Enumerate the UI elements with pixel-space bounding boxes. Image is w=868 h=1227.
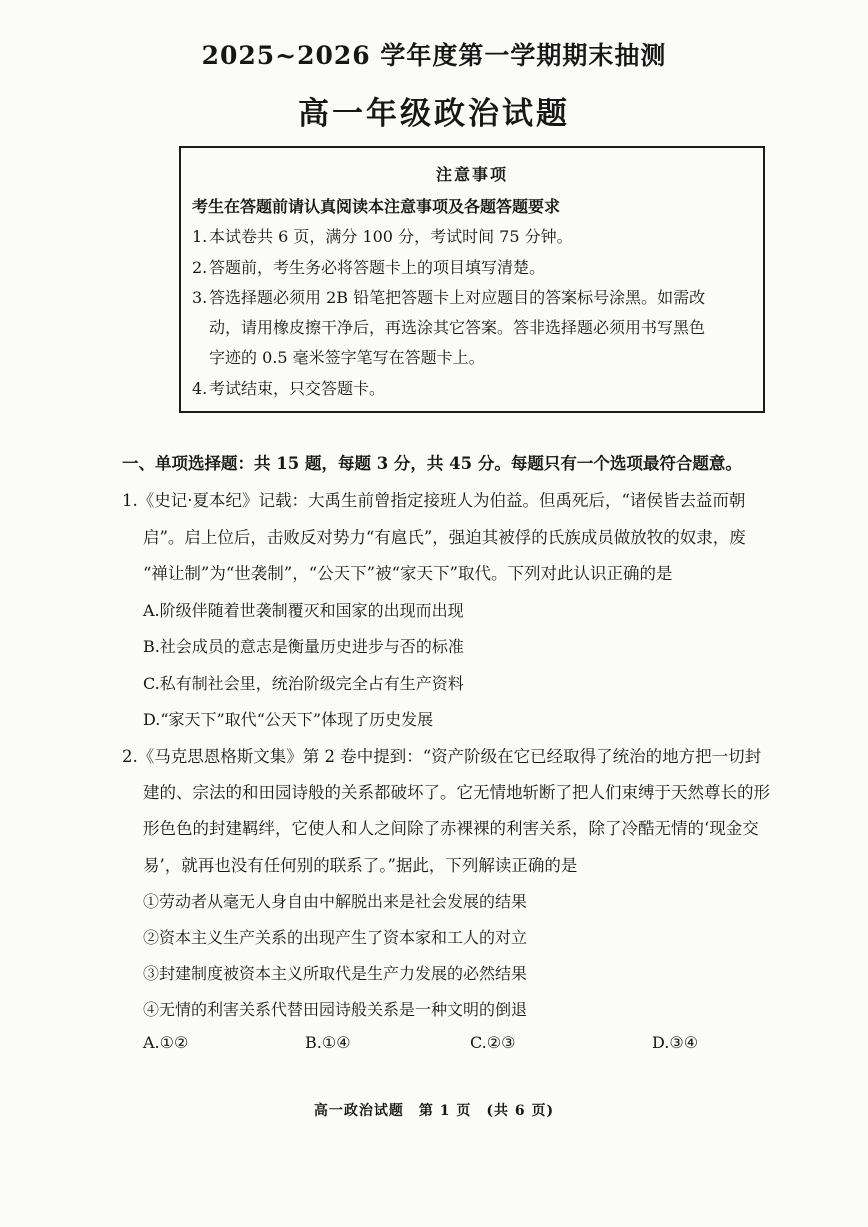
notice-heading: 注意事项 bbox=[435, 165, 508, 184]
question-1-option-c: C.私有制社会里，统治阶级完全占有生产资料 bbox=[143, 674, 464, 693]
question-2-statement-2: ②资本主义生产关系的出现产生了资本家和工人的对立 bbox=[143, 928, 528, 947]
notice-item-3 bbox=[192, 283, 758, 373]
notice-item-text: 答题前，考生务必将答题卡上的项目填写清楚。 bbox=[209, 258, 546, 277]
notice-item-text: 考试结束，只交答题卡。 bbox=[209, 379, 386, 398]
notice-item-4 bbox=[192, 374, 758, 404]
notice-item-number: 2. bbox=[192, 258, 208, 277]
question-1-option-d: D.“家天下”取代“公天下”体现了历史发展 bbox=[143, 710, 434, 729]
question-1-stem-line: “禅让制”为“世袭制”，“公天下”被“家天下”取代。下列对此认识正确的是 bbox=[143, 564, 673, 583]
question-2-option-b: B.①④ bbox=[305, 1033, 351, 1052]
notice-item-1 bbox=[192, 222, 758, 252]
question-2-option-c: C.②③ bbox=[470, 1033, 516, 1052]
notice-intro: 考生在答题前请认真阅读本注意事项及各题答题要求 bbox=[192, 197, 561, 216]
notice-item-number: 4. bbox=[192, 379, 208, 398]
notice-item-number: 1. bbox=[192, 227, 208, 246]
notice-item-text: 字迹的 0.5 毫米签字笔写在答题卡上。 bbox=[209, 348, 485, 367]
question-2-option-d: D.③④ bbox=[652, 1033, 699, 1052]
question-2-statement-1: ①劳动者从毫无人身自由中解脱出来是社会发展的结果 bbox=[143, 892, 528, 911]
question-2-option-a: A.①② bbox=[143, 1033, 189, 1052]
notice-item-text: 动，请用橡皮擦干净后，再选涂其它答案。答非选择题必须用书写黑色 bbox=[209, 318, 706, 337]
question-1-option-a: A.阶级伴随着世袭制覆灭和国家的出现而出现 bbox=[143, 601, 464, 620]
exam-subtitle: 高一年级政治试题 bbox=[298, 96, 570, 132]
notice-item-number: 3. bbox=[192, 288, 208, 307]
question-2-stem-line: 2.《马克思恩格斯文集》第 2 卷中提到：“资产阶级在它已经取得了统治的地方把一切封 bbox=[122, 747, 762, 766]
question-2-statement-3: ③封建制度被资本主义所取代是生产力发展的必然结果 bbox=[143, 964, 528, 983]
page-footer: 高一政治试题 第 1 页 (共 6 页) bbox=[313, 1103, 555, 1119]
question-2-statement-4: ④无情的利害关系代替田园诗般关系是一种文明的倒退 bbox=[143, 1000, 528, 1019]
notice-box bbox=[179, 146, 765, 413]
question-2-stem-line: 易’，就再也没有任何别的联系了。”据此，下列解读正确的是 bbox=[143, 856, 578, 875]
question-1-option-b: B.社会成员的意志是衡量历史进步与否的标准 bbox=[143, 637, 464, 656]
section-header: 一、单项选择题：共 15 题，每题 3 分，共 45 分。每题只有一个选项最符合题意。 bbox=[122, 454, 742, 473]
notice-item-2 bbox=[192, 253, 758, 283]
question-2-stem-line: 建的、宗法的和田园诗般的关系都破坏了。它无情地斩断了把人们束缚于天然尊长的形 bbox=[143, 783, 770, 802]
notice-item-text: 本试卷共 6 页，满分 100 分，考试时间 75 分钟。 bbox=[209, 227, 573, 246]
exam-title: 2025~2026 学年度第一学期期末抽测 bbox=[201, 41, 667, 70]
question-1-stem-line: 启”。启上位后，击败反对势力“有扈氏”，强迫其被俘的氏族成员做放牧的奴隶，废 bbox=[143, 528, 746, 547]
question-1-stem-line: 1.《史记·夏本纪》记载：大禹生前曾指定接班人为伯益。但禹死后，“诸侯皆去益而朝 bbox=[122, 491, 746, 510]
notice-item-text: 答选择题必须用 2B 铅笔把答题卡上对应题目的答案标号涂黑。如需改 bbox=[209, 288, 706, 307]
question-2-stem-line: 形色色的封建羁绊，它使人和人之间除了赤裸裸的利害关系，除了冷酷无情的‘现金交 bbox=[143, 819, 759, 838]
